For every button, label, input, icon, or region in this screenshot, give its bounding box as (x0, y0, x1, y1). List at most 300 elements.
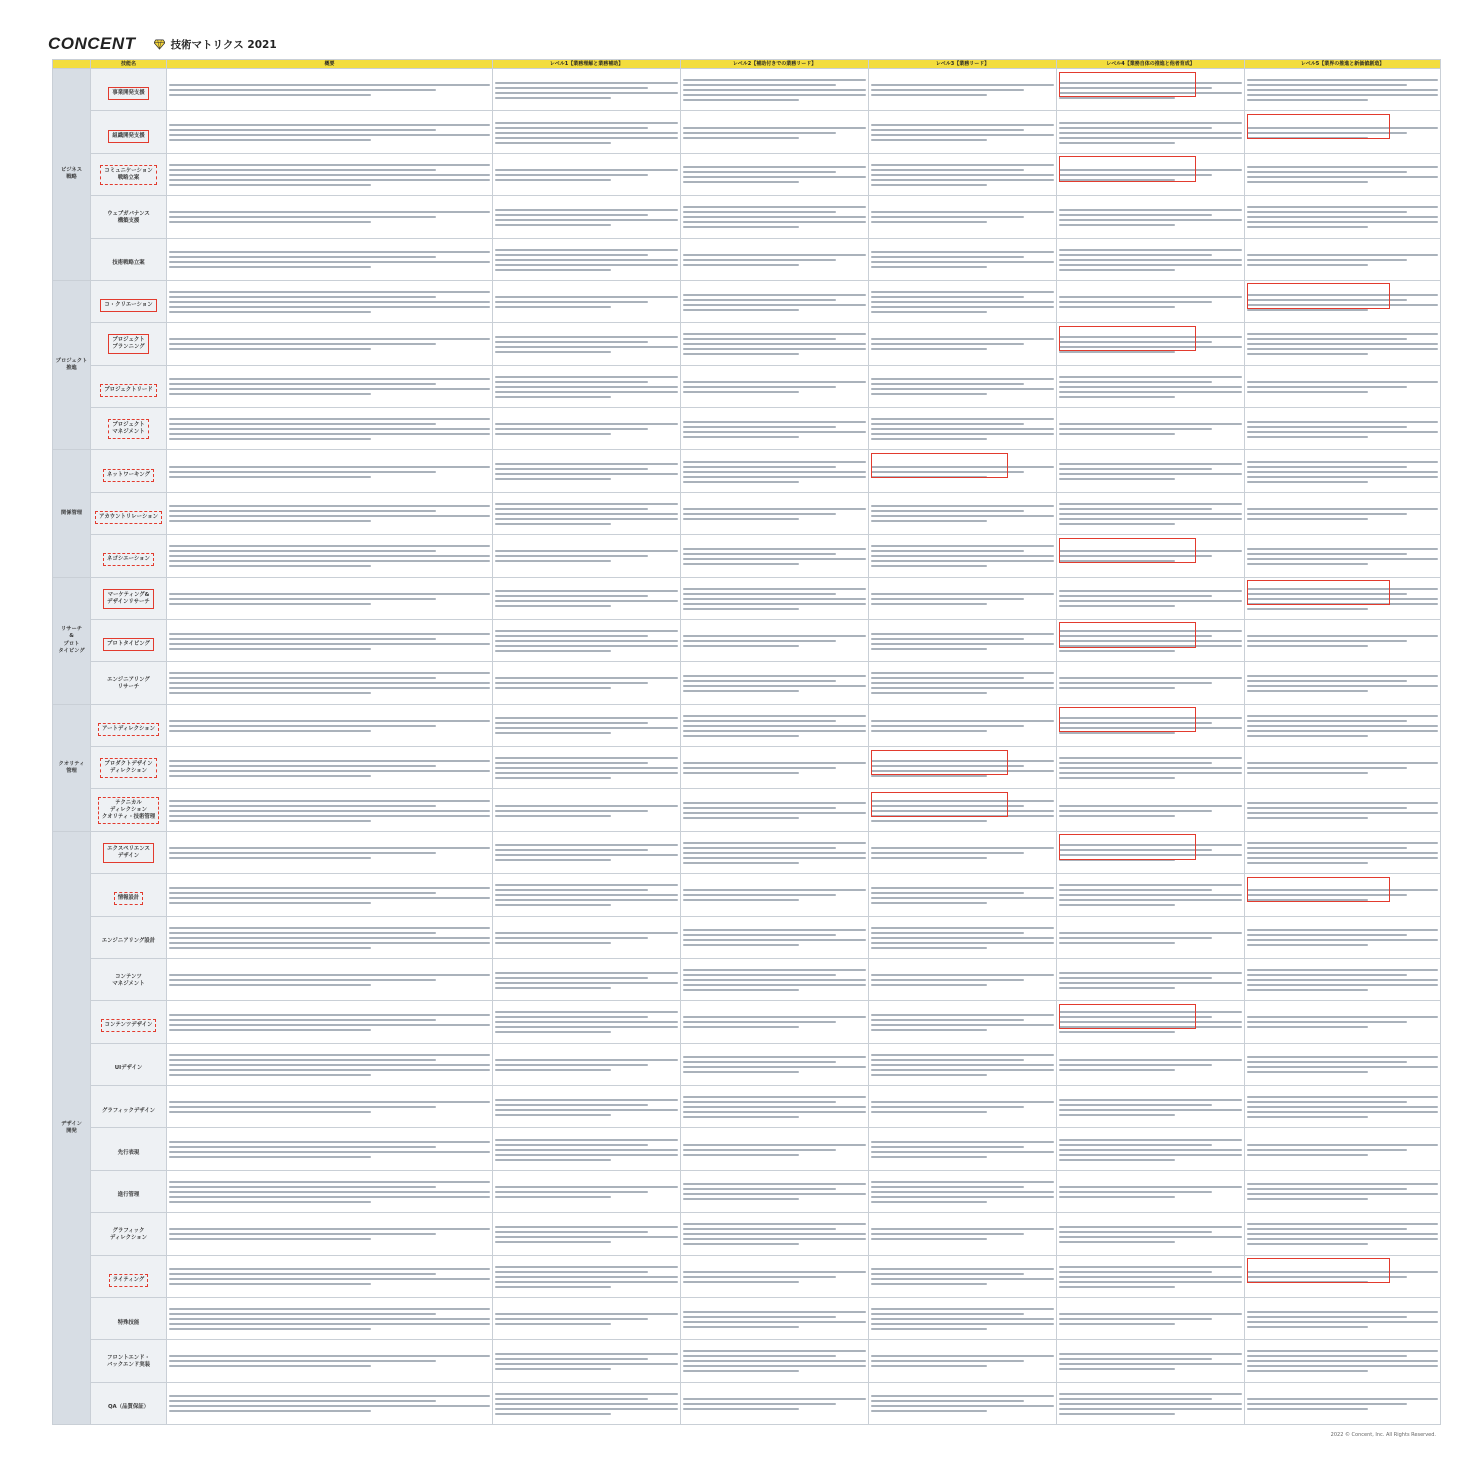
overview-cell (167, 280, 493, 322)
text-line (169, 947, 371, 949)
text-line (1247, 1311, 1438, 1313)
level-2-cell (681, 492, 869, 534)
level-3-cell (869, 1213, 1057, 1255)
level-2-cell (681, 280, 869, 322)
skill-cell (91, 747, 167, 789)
level-5-cell (1245, 1297, 1441, 1339)
text-line (1247, 421, 1438, 423)
text-line (871, 124, 1054, 126)
skill-name: 事業開発支援 (108, 87, 148, 100)
text-line (683, 1355, 836, 1357)
text-line (495, 1241, 611, 1243)
level-1-cell (493, 196, 681, 238)
text-line (683, 1016, 866, 1018)
level-3-cell (869, 323, 1057, 365)
text-line (1059, 932, 1242, 934)
text-line (683, 817, 799, 819)
skill-cell (91, 958, 167, 1000)
text-line (683, 476, 866, 478)
text-line (1059, 859, 1175, 861)
text-line (683, 386, 836, 388)
text-line (169, 1059, 436, 1061)
text-line (1059, 142, 1175, 144)
text-line (871, 682, 1054, 684)
text-line (169, 179, 490, 181)
text-line (169, 1201, 371, 1203)
text-line (495, 859, 611, 861)
overview-cell (167, 1043, 493, 1085)
text-line (683, 563, 799, 565)
text-line (1247, 857, 1438, 859)
text-line (683, 939, 866, 941)
text-line (1059, 762, 1212, 764)
text-line (1247, 338, 1407, 340)
text-line (871, 134, 1054, 136)
text-line (495, 600, 678, 602)
text-line (169, 393, 371, 395)
text-line (683, 894, 836, 896)
level-1-cell (493, 238, 681, 280)
text-line (683, 1149, 836, 1151)
level-5-cell (1245, 1128, 1441, 1170)
level-3-cell (869, 874, 1057, 916)
text-line (169, 1365, 371, 1367)
text-line (683, 842, 866, 844)
text-line (495, 463, 678, 465)
text-line (495, 650, 611, 652)
text-line (169, 1268, 490, 1270)
text-line (871, 1146, 1024, 1148)
text-line (683, 593, 836, 595)
table-row (53, 1001, 1441, 1043)
level-1-cell (493, 831, 681, 873)
skill-name: マーケティング& デザインリサーチ (103, 589, 154, 609)
text-line (1247, 176, 1438, 178)
text-line (495, 889, 648, 891)
text-line (169, 730, 371, 732)
level-5-cell (1245, 238, 1441, 280)
text-line (1059, 1368, 1175, 1370)
table-row (53, 1213, 1441, 1255)
text-line (683, 984, 866, 986)
text-line (169, 428, 490, 430)
text-line (683, 436, 799, 438)
text-line (871, 730, 987, 732)
level-3-cell (869, 1297, 1057, 1339)
text-line (1247, 675, 1438, 677)
text-line (495, 336, 678, 338)
text-line (495, 937, 648, 939)
text-line (683, 181, 799, 183)
level-3-cell (869, 662, 1057, 704)
text-line (1247, 1228, 1407, 1230)
level-5-cell (1245, 1001, 1441, 1043)
text-line (1247, 767, 1407, 769)
text-line (169, 984, 371, 986)
text-line (169, 383, 436, 385)
level-1-cell (493, 1001, 681, 1043)
text-line (871, 1019, 1024, 1021)
level-2-cell (681, 196, 869, 238)
text-line (871, 343, 1024, 345)
text-line (495, 82, 678, 84)
level-2-cell (681, 111, 869, 153)
text-line (871, 984, 987, 986)
level-4-cell (1057, 1086, 1245, 1128)
text-line (495, 1276, 678, 1278)
text-line (1247, 984, 1438, 986)
header-cell-level5: レベル5【業界の推進と新価値創造】 (1245, 60, 1441, 69)
text-line (1247, 348, 1438, 350)
text-line (683, 974, 836, 976)
text-line (495, 249, 678, 251)
level-1-cell (493, 1213, 681, 1255)
level-3-cell (869, 1170, 1057, 1212)
text-line (871, 306, 1054, 308)
text-line (1247, 934, 1407, 936)
table-row (53, 704, 1441, 746)
skill-cell (91, 535, 167, 577)
text-line (495, 1393, 678, 1395)
text-line (1059, 1408, 1242, 1410)
text-line (1059, 1271, 1212, 1273)
text-line (1247, 1316, 1407, 1318)
level-5-cell (1245, 1213, 1441, 1255)
level-1-cell (493, 153, 681, 195)
table-row (53, 747, 1441, 789)
highlight-box (1059, 156, 1196, 181)
text-line (1059, 687, 1175, 689)
highlight-box (1059, 622, 1196, 647)
text-line (495, 1363, 678, 1365)
overview-cell (167, 408, 493, 450)
text-line (495, 214, 648, 216)
text-line (495, 849, 648, 851)
skill-name: UIデザイン (114, 1065, 143, 1072)
text-line (683, 635, 866, 637)
text-line (1247, 1188, 1407, 1190)
text-line (683, 979, 866, 981)
level-1-cell (493, 916, 681, 958)
header-cell-level4: レベル4【業務自体の推進と他者育成】 (1057, 60, 1245, 69)
text-line (683, 421, 866, 423)
text-line (1059, 1266, 1242, 1268)
level-4-cell (1057, 916, 1245, 958)
text-line (1247, 1183, 1438, 1185)
text-line (1247, 812, 1438, 814)
skill-name: コ・クリエーション (100, 299, 156, 312)
text-line (169, 251, 490, 253)
table-row (53, 153, 1441, 195)
text-line (683, 802, 866, 804)
text-line (871, 1014, 1054, 1016)
text-line (169, 857, 371, 859)
text-line (169, 820, 371, 822)
text-line (169, 378, 490, 380)
text-line (871, 633, 1054, 635)
text-line (683, 431, 866, 433)
level-4-cell (1057, 280, 1245, 322)
text-line (683, 1276, 836, 1278)
level-2-cell (681, 1255, 869, 1297)
text-line (1059, 433, 1175, 435)
text-line (1059, 1064, 1212, 1066)
level-2-cell (681, 323, 869, 365)
category-cell: リサーチ & プロト タイピング (53, 577, 91, 704)
text-line (169, 725, 436, 727)
text-line (169, 603, 371, 605)
skill-cell (91, 1086, 167, 1128)
skill-name: エクスペリエンス デザイン (103, 843, 154, 863)
text-line (169, 266, 371, 268)
text-line (495, 687, 611, 689)
text-line (1059, 1236, 1242, 1238)
text-line (495, 174, 648, 176)
text-line (871, 1268, 1054, 1270)
text-line (1059, 650, 1175, 652)
text-line (1059, 301, 1212, 303)
highlight-box (1247, 114, 1390, 139)
text-line (1059, 97, 1175, 99)
text-line (1059, 1286, 1175, 1288)
text-line (1247, 94, 1438, 96)
text-line (495, 1104, 648, 1106)
text-line (1247, 211, 1407, 213)
table-row (53, 958, 1441, 1000)
text-line (1059, 386, 1242, 388)
text-line (169, 942, 490, 944)
text-line (495, 772, 678, 774)
level-1-cell (493, 365, 681, 407)
text-line (683, 206, 866, 208)
text-line (1247, 353, 1368, 355)
text-line (1247, 1408, 1368, 1410)
text-line (495, 762, 648, 764)
text-line (1059, 1323, 1175, 1325)
text-line (683, 84, 836, 86)
text-line (1247, 929, 1438, 931)
text-line (1247, 466, 1407, 468)
level-5-cell (1245, 958, 1441, 1000)
text-line (1247, 431, 1438, 433)
level-4-cell (1057, 958, 1245, 1000)
text-line (495, 264, 678, 266)
level-2-cell (681, 619, 869, 661)
text-line (1247, 1238, 1438, 1240)
skill-cell (91, 238, 167, 280)
level-2-cell (681, 408, 869, 450)
text-line (169, 927, 490, 929)
text-line (169, 216, 436, 218)
level-1-cell (493, 958, 681, 1000)
overview-cell (167, 1340, 493, 1382)
text-line (871, 383, 1024, 385)
level-4-cell (1057, 1043, 1245, 1085)
text-line (169, 1181, 490, 1183)
skill-cell (91, 1213, 167, 1255)
text-line (683, 553, 836, 555)
level-1-cell (493, 874, 681, 916)
level-1-cell (493, 619, 681, 661)
level-1-cell (493, 69, 681, 111)
level-3-cell (869, 365, 1057, 407)
text-line (871, 216, 1024, 218)
text-line (495, 1226, 678, 1228)
skill-cell (91, 577, 167, 619)
text-line (495, 899, 678, 901)
text-line (871, 418, 1054, 420)
text-line (495, 1358, 648, 1360)
text-line (169, 1238, 371, 1240)
skill-name: プロジェクト マネジメント (108, 419, 148, 439)
highlight-box (871, 750, 1008, 775)
text-line (871, 1360, 1024, 1362)
text-line (1059, 1196, 1175, 1198)
skill-cell (91, 1382, 167, 1424)
text-line (495, 518, 678, 520)
text-line (683, 1198, 799, 1200)
text-line (871, 638, 1024, 640)
text-line (1059, 810, 1212, 812)
text-line (169, 438, 371, 440)
text-line (169, 1069, 490, 1071)
level-4-cell (1057, 492, 1245, 534)
skill-cell (91, 874, 167, 916)
text-line (495, 932, 678, 934)
text-line (1059, 137, 1242, 139)
text-line (495, 381, 648, 383)
text-line (683, 518, 799, 520)
text-line (871, 560, 1054, 562)
skill-name: 進行管理 (117, 1192, 140, 1199)
text-line (683, 725, 866, 727)
text-line (495, 982, 678, 984)
level-3-cell (869, 1128, 1057, 1170)
level-1-cell (493, 1255, 681, 1297)
text-line (871, 775, 987, 777)
level-5-cell (1245, 365, 1441, 407)
text-line (683, 1316, 836, 1318)
level-2-cell (681, 365, 869, 407)
overview-cell (167, 1170, 493, 1212)
text-line (683, 99, 799, 101)
skill-cell (91, 111, 167, 153)
text-line (683, 338, 836, 340)
text-line (169, 1410, 371, 1412)
text-line (683, 1365, 866, 1367)
text-line (1247, 558, 1438, 560)
text-line (871, 378, 1054, 380)
matrix-body (53, 69, 1441, 1425)
text-line (169, 1196, 490, 1198)
text-line (495, 1069, 611, 1071)
text-line (1247, 944, 1368, 946)
level-1-cell (493, 535, 681, 577)
level-1-cell (493, 280, 681, 322)
level-2-cell (681, 916, 869, 958)
text-line (1247, 1116, 1368, 1118)
text-line (495, 1186, 678, 1188)
text-line (871, 1186, 1024, 1188)
highlight-box (1059, 538, 1196, 563)
text-line (495, 468, 648, 470)
text-line (871, 598, 1024, 600)
text-line (871, 1059, 1024, 1061)
text-line (871, 1024, 1054, 1026)
level-2-cell (681, 1043, 869, 1085)
text-line (1059, 269, 1175, 271)
skill-cell (91, 196, 167, 238)
text-line (495, 682, 648, 684)
overview-cell (167, 831, 493, 873)
skill-cell (91, 916, 167, 958)
text-line (871, 1101, 1054, 1103)
text-line (169, 1308, 490, 1310)
level-3-cell (869, 1382, 1057, 1424)
skill-name: グラフィック ディレクション (109, 1227, 148, 1241)
text-line (683, 807, 836, 809)
overview-cell (167, 69, 493, 111)
text-line (1247, 635, 1438, 637)
text-line (683, 685, 866, 687)
skill-cell (91, 69, 167, 111)
text-line (871, 550, 1024, 552)
text-line (169, 892, 436, 894)
text-line (683, 333, 866, 335)
text-line (1059, 1139, 1242, 1141)
text-line (169, 897, 490, 899)
level-1-cell (493, 492, 681, 534)
text-line (169, 134, 490, 136)
text-line (495, 550, 678, 552)
text-line (683, 1398, 866, 1400)
text-line (683, 730, 866, 732)
level-2-cell (681, 831, 869, 873)
skill-cell (91, 1001, 167, 1043)
text-line (683, 1228, 836, 1230)
text-line (1247, 1071, 1368, 1073)
text-line (871, 927, 1054, 929)
level-1-cell (493, 704, 681, 746)
text-line (495, 1064, 648, 1066)
text-line (683, 675, 866, 677)
text-line (871, 847, 1054, 849)
text-line (1059, 259, 1242, 261)
text-line (169, 423, 436, 425)
text-line (495, 972, 678, 974)
overview-cell (167, 958, 493, 1000)
text-line (871, 139, 987, 141)
text-line (169, 810, 490, 812)
text-line (169, 677, 436, 679)
overview-cell (167, 1382, 493, 1424)
text-line (683, 353, 799, 355)
text-line (169, 1141, 490, 1143)
text-line (1247, 181, 1368, 183)
text-line (495, 1408, 678, 1410)
text-line (169, 84, 490, 86)
text-line (495, 1413, 611, 1415)
skill-cell (91, 1297, 167, 1339)
text-line (1247, 221, 1438, 223)
text-line (683, 1281, 799, 1283)
text-line (169, 1191, 490, 1193)
table-row (53, 323, 1441, 365)
level-4-cell (1057, 662, 1245, 704)
text-line (169, 348, 371, 350)
text-line (1247, 690, 1368, 692)
level-4-cell (1057, 747, 1245, 789)
